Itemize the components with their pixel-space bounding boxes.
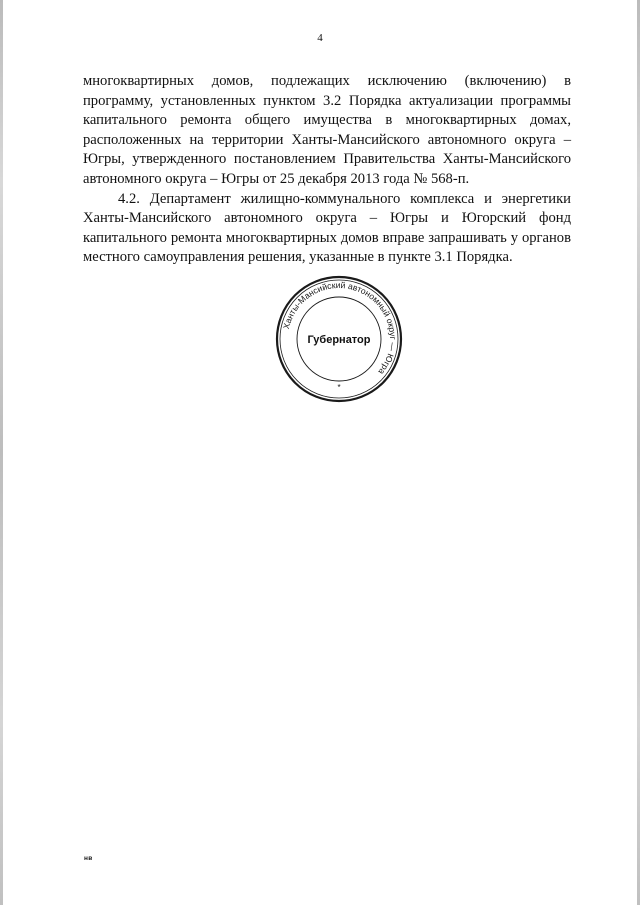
paragraph-continuation: многоквартирных домов, подлежащих исключению (включению) в программу, установленных пунктом 3.2 Порядка актуализации программы капитального ремонта общего имущества в многоквартирных домах, расположенных на территории Ханты-Мансийского автономного округа – Югры, утвержденного постановлением Правительства Ханты-Мансийского автономного округа – Югры от 25 декабря 2013 года № 568-п.	[83, 73, 571, 187]
governor-seal	[272, 272, 406, 406]
scan-edge-left	[0, 0, 3, 905]
paragraph-4-2: 4.2. Департамент жилищно-коммунального комплекса и энергетики Ханты-Мансийского автономного округа – Югры и Югорский фонд капитального ремонта многоквартирных домов вправе запрашивать у органов местного самоуправления решения, указанные в пункте 3.1 Порядка.	[83, 190, 571, 266]
page-number: 4	[317, 32, 323, 44]
seal-star: *	[337, 383, 341, 392]
seal-center-text: Губернатор	[307, 334, 371, 346]
document-body	[83, 72, 571, 268]
seal-ring-text: Ханты-Мансийский автономный округ — Югра	[281, 279, 399, 377]
footer-code: нв	[84, 855, 93, 862]
